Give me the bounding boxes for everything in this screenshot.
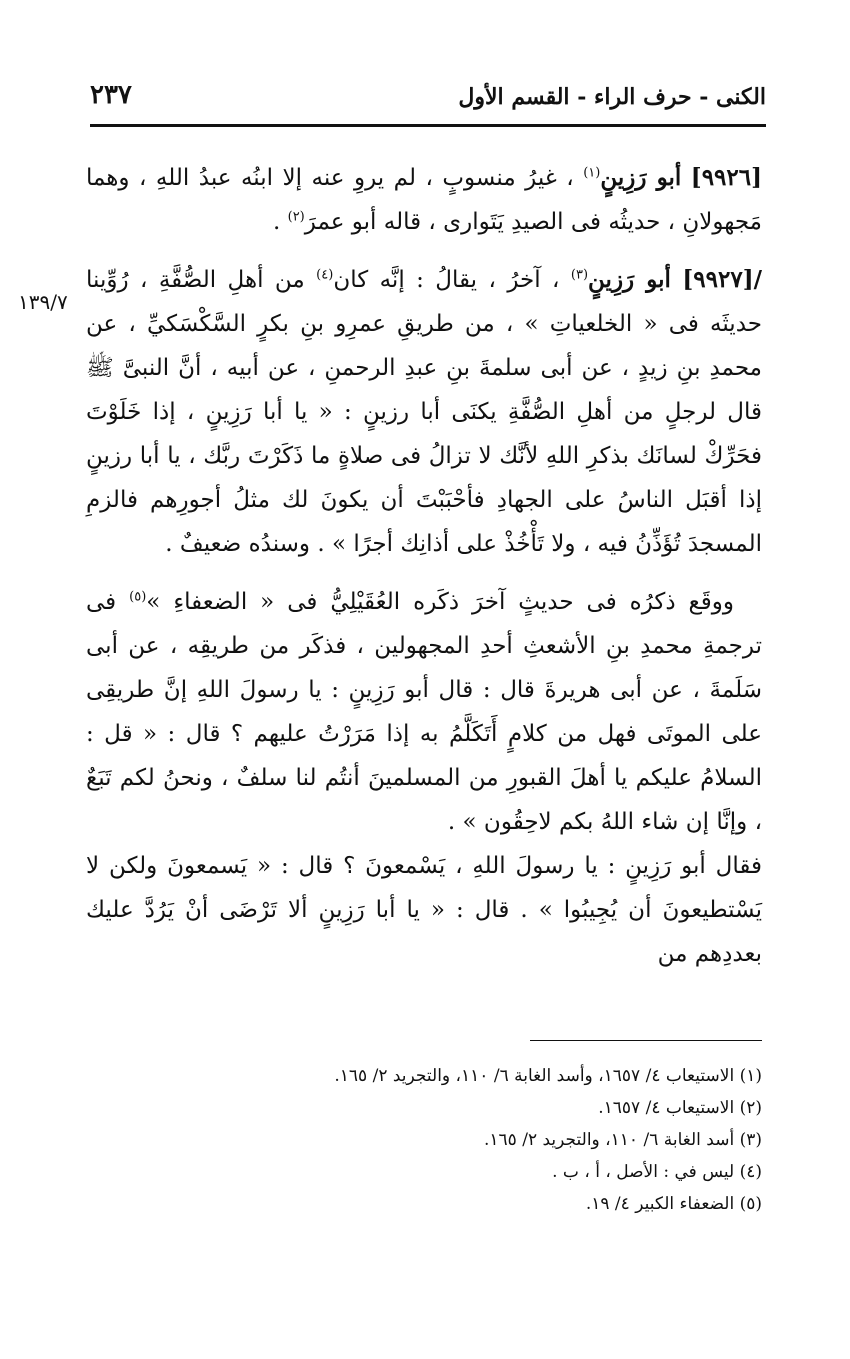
entry-number: [٩٩٢٧]: [682, 266, 754, 293]
footnote-5: (٥) الضعفاء الكبير ٤/ ١٩.: [585, 1194, 762, 1214]
footnote-4: (٤) ليس في : الأصل ، أ ، ب .: [552, 1162, 762, 1182]
footnote-ref: (٣): [570, 267, 589, 283]
footnote-ref: (٥): [129, 589, 147, 605]
footnote-ref: (٢): [287, 209, 305, 225]
paragraph-text: ووقَع ذكرُه فى حديثٍ آخرَ ذكَره العُقَيْلِيُّ فى « الضعفاءِ »: [146, 589, 734, 615]
paragraph-aqili: [86, 580, 762, 844]
page-header: [90, 78, 766, 118]
folio-slash: /: [753, 266, 762, 293]
footnote-ref: (١): [583, 165, 601, 181]
entry-text: ، آخرُ ، يقالُ : إنَّه كان: [333, 267, 560, 293]
entry-text-end: .: [272, 209, 281, 235]
main-text: [86, 148, 762, 976]
paragraph-text: فقال أبو رَزِينٍ : يا رسولَ اللهِ ، يَسْمعونَ ؟ قال : « يَسمعونَ ولكن لا يَسْتطيعونَ أن يُجِيبُوا » . قال : « يا أبا رَزِينٍ ألا تَرْضَى أنْ يَرُدَّ عليك بعددِهم من: [86, 853, 762, 967]
header-rule: [90, 124, 766, 127]
running-title: الكنى - حرف الراء - القسم الأول: [458, 84, 766, 110]
footnote-2: (٢) الاستيعاب ٤/ ١٦٥٧.: [598, 1098, 762, 1118]
footnote-1: (١) الاستيعاب ٤/ ١٦٥٧، وأسد الغابة ٦/ ١١٠، والتجريد ٢/ ١٦٥.: [334, 1066, 762, 1086]
entry-number: [٩٩٢٦]: [690, 164, 762, 191]
entry-name: أبو رَزِينٍ: [600, 164, 682, 191]
entry-9926: [86, 156, 762, 244]
footnote-3: (٣) أسد الغابة ٦/ ١١٠، والتجريد ٢/ ١٦٥.: [484, 1130, 762, 1150]
footnote-rule: [530, 1040, 762, 1041]
entry-text-cont: من أهلِ الصُّفَّةِ ، رُوِّينا حديثَه فى « الخلعياتِ » ، من طريقِ عمرِو بنِ بكرٍ السَّكْسَكيِّ ، عن محمدِ بنِ زيدٍ ، عن أبى سلمةَ بنِ عبدِ الرحمنِ ، عن أبيه ، أنَّ النبىَّ ﷺ قال لرجلٍ من أهلِ الصُّفَّةِ يكنَى أبا رزينٍ : « يا أبا رَزِينٍ ، إذا خَلَوْتَ فحَرِّكْ لسانَك بذكرِ اللهِ لأنَّك لا تزالُ فى صلاةٍ ما ذَكَرْتَ ربَّك ، يا أبا رزينٍ إذا أقبَل الناسُ على الجهادِ فأحْبَبْتَ أن يكونَ لك مثلُ أجورِهم فالزمِ المسجدَ تُؤَذِّنُ فيه ، ولا تَأْخُذْ على أذانِك أجرًا » . وسندُه ضعيفٌ .: [86, 267, 762, 557]
margin-note: ١٣٩/٧: [18, 290, 68, 314]
entry-9927: [86, 258, 762, 566]
footnote-ref: (٤): [316, 267, 334, 283]
footnotes: [120, 1060, 762, 1220]
entry-text: ، غيرُ منسوبٍ ، لم يروِ عنه إلا ابنُه عبدُ اللهِ ، وهما مَجهولانِ ، حديثُه فى الصيدِ يَتَوارى ، قاله أبو عمرَ: [86, 165, 762, 235]
entry-name: أبو رَزِينٍ: [588, 266, 671, 293]
paragraph-continuation: [86, 844, 762, 976]
page-number: ٢٣٧: [90, 80, 132, 110]
paragraph-text-cont: فى ترجمةِ محمدِ بنِ الأشعثِ أحدِ المجهولين ، فذكَر من طريقِه ، عن أبى سَلَمةَ ، عن أبى هريرةَ قال : قال أبو رَزِينٍ : يا رسولَ اللهِ إنَّ طريقِى على الموتَى فهل من كلامٍ أَتَكَلَّمُ به إذا مَرَرْتُ عليهم ؟ قال : « قل : السلامُ عليكم يا أهلَ القبورِ من المسلمينَ أنتُم لنا سلفٌ ، ونحنُ لكم تَبَعٌ ، وإنَّا إن شاء اللهُ بكم لاحِقُون » .: [86, 589, 762, 835]
